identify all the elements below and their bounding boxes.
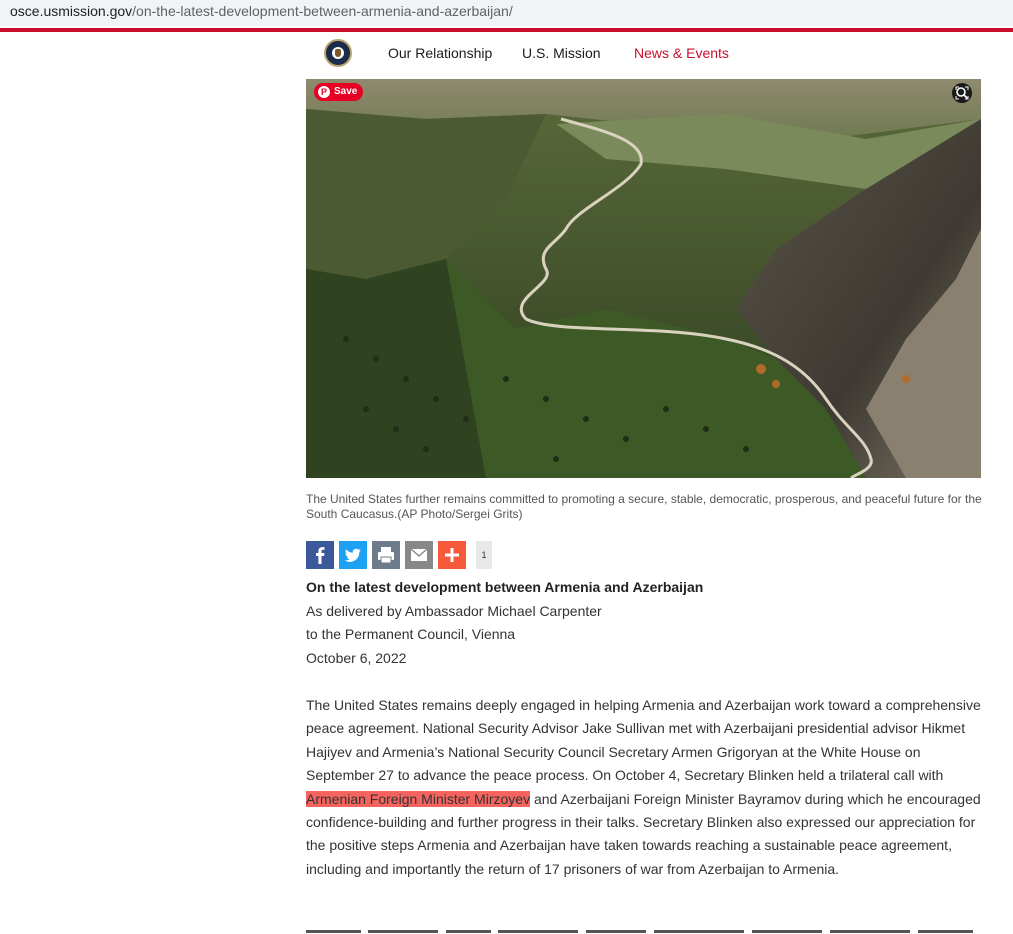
article-venue: to the Permanent Council, Vienna xyxy=(306,626,516,642)
paragraph-text-before: The United States remains deeply engaged in helping Armenia and Azerbaijan work toward a comprehensive peace agreement. National Security Advisor Jake Sullivan met with Azerbaijani presidential advisor Hikmet Hajiyev and Armenia’s National Security Council Secretary Armen Grigoryan at the White House on September 27 to advance the peace process. On October 4, Secretary Blinken held a trilateral call with xyxy=(306,697,981,784)
article-byline: As delivered by Ambassador Michael Carpenter xyxy=(306,603,602,619)
email-icon xyxy=(405,541,433,569)
article-date: October 6, 2022 xyxy=(306,650,407,666)
save-label: Save xyxy=(334,86,358,97)
nav-us-mission[interactable]: U.S. Mission xyxy=(522,45,601,61)
share-count: 1 xyxy=(476,541,492,569)
nav-our-relationship[interactable]: Our Relationship xyxy=(388,45,493,61)
pinterest-icon: P xyxy=(318,86,330,98)
address-bar[interactable] xyxy=(0,0,1013,26)
highlighted-text: Armenian Foreign Minister Mirzoyev xyxy=(306,790,531,807)
plus-icon xyxy=(438,541,466,569)
article-title: On the latest development between Armenia and Azerbaijan xyxy=(306,579,704,595)
facebook-icon xyxy=(306,541,334,569)
pinterest-save-button[interactable] xyxy=(314,83,363,101)
embassy-seal-logo[interactable] xyxy=(324,39,352,67)
next-paragraph-cutoff xyxy=(306,928,986,934)
header-accent-bar xyxy=(0,28,1013,32)
share-twitter-button[interactable] xyxy=(339,541,367,569)
article-paragraph xyxy=(306,694,986,881)
image-caption: The United States further remains committed to promoting a secure, stable, democratic, prosperous, and peaceful future for the South Caucasus.(AP Photo/Sergei Grits) xyxy=(306,492,982,521)
share-print-button[interactable] xyxy=(372,541,400,569)
url-path: /on-the-latest-development-between-armenia-and-azerbaijan/ xyxy=(132,3,513,19)
share-email-button[interactable] xyxy=(405,541,433,569)
visual-search-icon[interactable] xyxy=(952,83,972,103)
twitter-icon xyxy=(339,541,367,569)
url-domain: osce.usmission.gov xyxy=(10,3,133,19)
share-facebook-button[interactable] xyxy=(306,541,334,569)
hero-image xyxy=(306,79,981,478)
url-text[interactable] xyxy=(10,3,513,19)
print-icon xyxy=(372,541,400,569)
paragraph-text-after: and Azerbaijani Foreign Minister Bayramov during which he encouraged confidence-building and further progress in their talks. Secretary Blinken also expressed our appreciation for the positive steps Armenia and Azerbaijan have taken towards reaching a sustainable peace agreement, including and importantly the return of 17 prisoners of war from Azerbaijan to Armenia. xyxy=(306,790,981,877)
nav-news-events[interactable]: News & Events xyxy=(634,45,729,61)
share-more-button[interactable] xyxy=(438,541,466,569)
